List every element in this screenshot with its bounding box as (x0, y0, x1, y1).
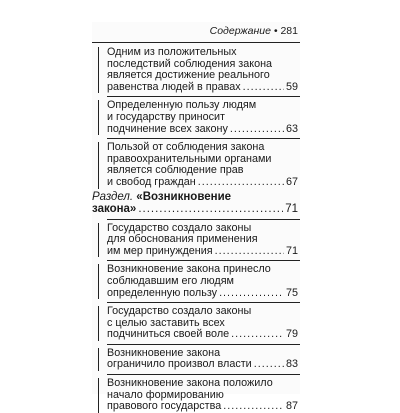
toc-entry[interactable] (98, 348, 300, 371)
toc-entry-text-line: Возникновение закона положило (107, 377, 273, 390)
entry-rule (107, 374, 300, 375)
leader-dots (243, 82, 284, 94)
toc-entry-text-line: и государству приносит (107, 110, 225, 123)
toc-entry[interactable] (98, 378, 300, 413)
entry-rule (107, 260, 300, 261)
toc-entry[interactable] (98, 264, 300, 299)
toc-page-number: 59 (285, 80, 298, 93)
section-prefix: Раздел. (92, 190, 134, 203)
toc-entry-text-line: с целью заставить всех (107, 316, 225, 329)
toc-entry-text-line: и свобод граждан (107, 175, 196, 188)
toc-entry-text-line: Одним из положительных (107, 46, 237, 58)
entry-rule (107, 138, 300, 139)
leader-dots (215, 246, 284, 258)
toc-page-number: 75 (285, 286, 298, 299)
toc-entry-text-line: Возникновение закона (107, 346, 221, 359)
toc-entry-text-line: им мер принуждения (107, 244, 213, 257)
toc-entry-text-line: является достижение реального (107, 69, 270, 82)
toc-entry-text-line: является соблюдение прав (107, 164, 244, 177)
leader-dots (230, 124, 284, 136)
toc-entry[interactable] (98, 142, 300, 188)
toc-page-number: 71 (285, 244, 298, 257)
running-header (92, 22, 300, 41)
section-rule (107, 219, 300, 220)
leader-dots (198, 177, 284, 189)
entry-rule (107, 302, 300, 303)
toc-entry-text-line: подчинение всех закону (107, 122, 228, 135)
section-heading[interactable] (92, 191, 300, 216)
toc-page-number: 87 (285, 400, 298, 413)
toc-entry-text-line: Возникновение закона принесло (107, 263, 271, 276)
toc-entry-text-line: Государство создало законы (107, 305, 252, 318)
toc-entry-text-line: ограничило произвол власти (107, 358, 252, 371)
toc-entry-text-line: последствий соблюдения закона (107, 57, 273, 70)
toc-entry-text-line: Государство создало законы (107, 221, 252, 234)
header-rule (92, 42, 300, 43)
header-page-number: 281 (280, 25, 298, 37)
toc-entry-text-line: соблюдавшим его людям (107, 274, 234, 287)
toc-entry-text-line: равенства людей в правах (107, 80, 241, 93)
table-of-contents (92, 47, 300, 413)
toc-entry-text-line: Определенную пользу людям (107, 99, 257, 112)
toc-entries-top (92, 47, 300, 189)
entry-rule (107, 96, 300, 97)
toc-entry-text-line: для обоснования применения (107, 233, 258, 246)
leader-dots (254, 359, 284, 371)
toc-entry-text-line: определенную пользу (107, 286, 218, 299)
toc-entry-text-line: начало формированию (107, 388, 224, 401)
toc-entry-text-line: Пользой от соблюдения закона (107, 141, 265, 154)
toc-page-number: 67 (285, 175, 298, 188)
entry-rule (107, 344, 300, 345)
toc-entry-text-line: подчиниться своей воле (107, 328, 230, 341)
toc-entry[interactable] (98, 306, 300, 341)
toc-entries-bottom (92, 223, 300, 413)
section-page-number: 71 (285, 203, 298, 216)
header-separator: • (273, 25, 278, 37)
header-title: Содержание (209, 25, 271, 37)
toc-page-number: 79 (285, 328, 298, 341)
section-title-line2: закона» (92, 203, 137, 216)
toc-entry-text-line: правового государства (107, 400, 222, 413)
toc-entry[interactable] (98, 100, 300, 135)
book-page (92, 22, 300, 413)
toc-page-number: 63 (285, 122, 298, 135)
leader-dots (219, 288, 284, 300)
toc-page-number: 83 (285, 358, 298, 371)
toc-entry[interactable] (98, 47, 300, 93)
toc-entry[interactable] (98, 223, 300, 258)
toc-entry-text-line: правоохранительными органами (107, 152, 272, 165)
leader-dots (231, 329, 284, 341)
section-leader-dots (138, 203, 283, 216)
leader-dots (223, 401, 284, 413)
section-title-line1: «Возникновение (136, 190, 232, 203)
